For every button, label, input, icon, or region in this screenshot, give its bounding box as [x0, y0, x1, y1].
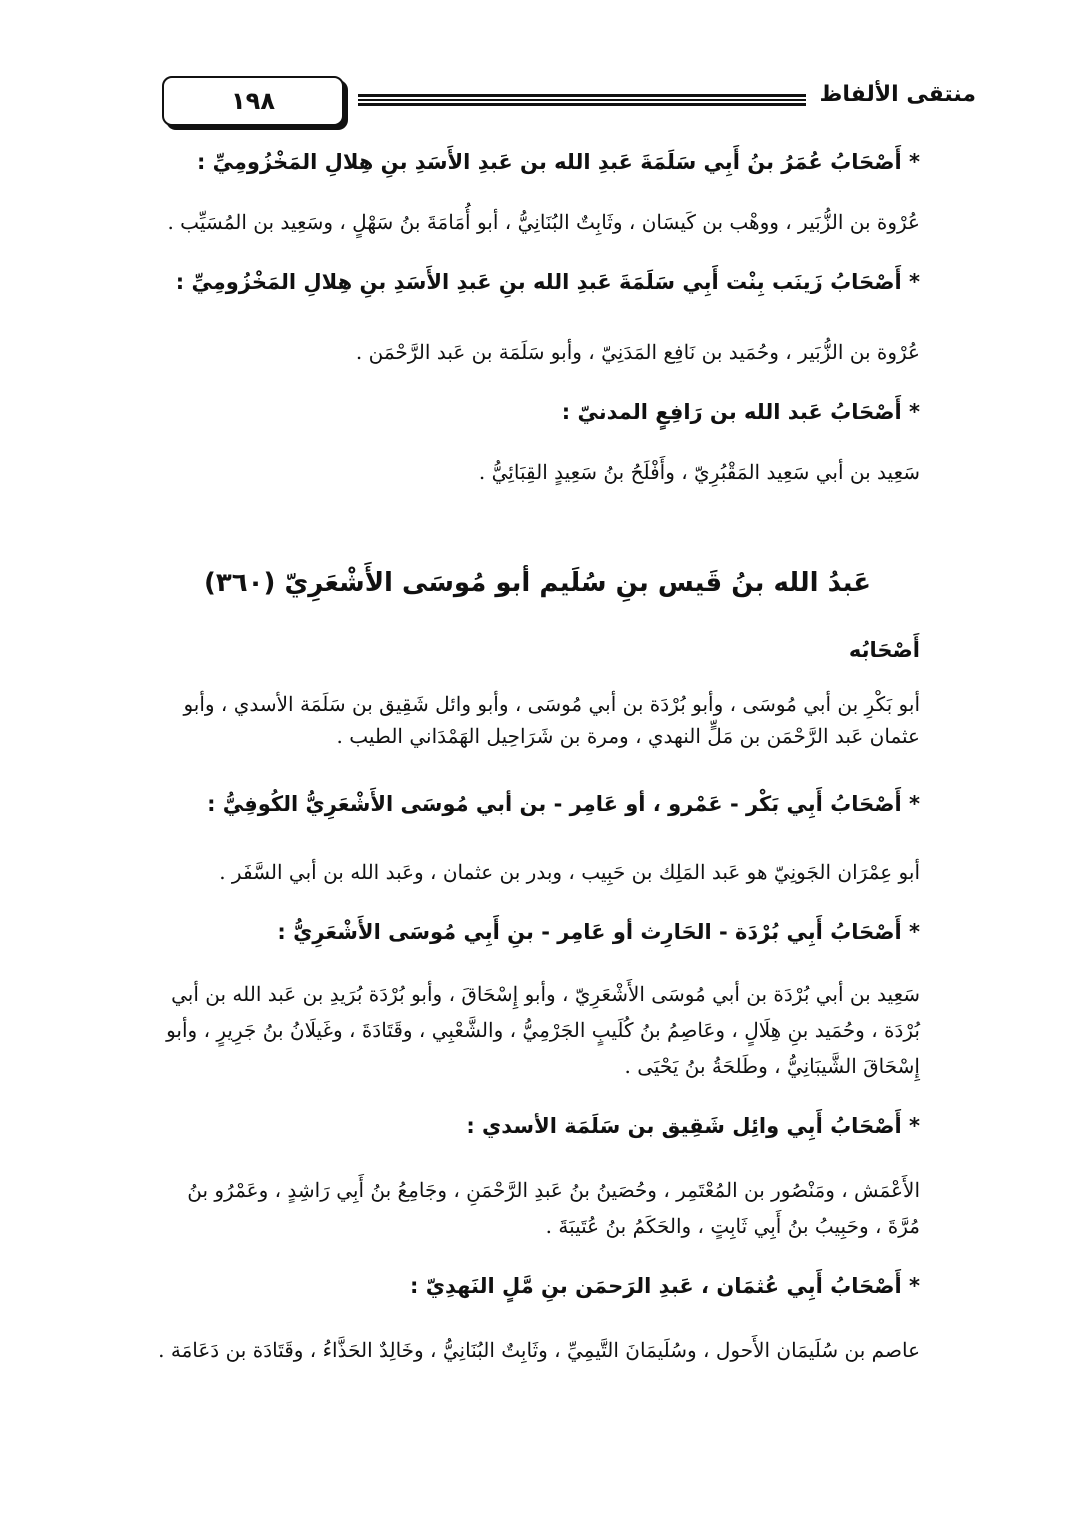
- page-number: ١٩٨: [231, 87, 275, 115]
- text-line: عاصم بن سُلَيمَان الأَحول ، وسُلَيمَانَ التَّيمِيِّ ، وثَابِتٌ البُنَانِيُّ ، وخَالِدٌ الحَذَّاءُ ، وقَتَادَة بن دَعَامَة .: [158, 1338, 920, 1362]
- text-line: مُرَّةَ ، وحَبِيبُ بنُ أَبِي ثَابِتٍ ، والحَكَمُ بنُ عُتَيبَةَ .: [545, 1214, 920, 1238]
- text-line: أبو عِمْرَان الجَونِيّ هو عَبد المَلِك بن حَبِيب ، وبدر بن عثمان ، وعَبد الله بن أبي السَّفَر .: [219, 860, 920, 884]
- text-line: عُرْوة بن الزُّبَير ، وحُمَيد بن نَافِع المَدَنِيّ ، وأبو سَلَمَة بن عَبد الرَّحْمَن .: [355, 340, 920, 364]
- section-heading-abu-bakr: * أَصْحَابُ أَبِي بَكْر - عَمْرو ، أو عَامِر - بن أبي مُوسَى الأَشْعَرِيُّ الكُوفِيُّ :: [207, 792, 920, 816]
- text-line: إِسْحَاقَ الشَّيبَانِيُّ ، وطَلحَةُ بنُ يَحْيَى .: [624, 1054, 920, 1078]
- section-heading-abu-uthman: * أَصْحَابُ أَبِي عُثمَان ، عَبدِ الرَحمَن بنِ مَّلٍ النَهدِيّ :: [410, 1274, 920, 1298]
- text-line: الأَعْمَش ، ومَنْصُور بن المُعْتَمِر ، وحُصَينُ بنُ عَبدِ الرَّحْمَنِ ، وجَامِعُ بنُ أَبِي رَاشِدٍ ، وعَمْرُو بنُ: [187, 1178, 920, 1202]
- chapter-heading: عَبدُ الله بنُ قَيس بنِ سُلَيم أبو مُوسَى الأَشْعَرِيّ (٣٦٠): [204, 568, 871, 598]
- section-heading-abdullah-rafi: * أَصْحَابُ عَبد الله بن رَافِعٍ المدنيّ :: [561, 400, 920, 424]
- subheading-ashabuh: أَصْحَابُه: [848, 638, 920, 662]
- section-heading-abu-burda: * أَصْحَابُ أَبِي بُرْدَة - الحَارِث أو عَامِر - بنِ أَبِي مُوسَى الأَشْعَرِيُّ :: [277, 920, 920, 944]
- text-line: سَعِيد بن أبي بُرْدَة بن أبي مُوسَى الأَشْعَرِيّ ، وأبو إِسْحَاقَ ، وأبو بُرْدَة بُرَيدِ بن عَبد الله بن أبي: [171, 982, 920, 1006]
- text-line: أبو بَكْرِ بن أبي مُوسَى ، وأبو بُرْدَة بن أبي مُوسَى ، وأبو وائل شَقِيق بن سَلَمَة الأسدي ، وأبو: [183, 692, 920, 716]
- header-rule: [358, 94, 806, 106]
- text-line: سَعِيد بن أبي سَعِيد المَقْبُرِيّ ، وأَفْلَحُ بنُ سَعِيدٍ القِبَائِيُّ .: [478, 460, 920, 484]
- text-line: عثمان عَبد الرَّحْمَن بن مَلٍّ النهدي ، ومرة بن شَرَاحِيل الهَمْدَاني الطيب .: [336, 724, 920, 748]
- text-line: عُرْوة بن الزُّبَير ، ووهْب بن كَيسَان ، وثَابِتٌ البُنَانِيُّ ، أبو أُمَامَةَ بنُ سَهْلٍ ، وسَعِيد بن المُسَيِّب .: [167, 210, 920, 234]
- page-header: [100, 76, 976, 126]
- section-heading-zaynab: * أَصْحَابُ زَينَب بِنْت أَبِي سَلَمَةَ عَبدِ الله بنِ عَبدِ الأَسَدِ بنِ هِلالِ المَخْزُومِيِّ :: [175, 270, 920, 294]
- text-line: بُرْدَة ، وحُمَيد بنِ هِلَالٍ ، وعَاصِمُ بنُ كُلَيبٍ الجَرْمِيُّ ، والشَّعْبِي ، وقَتَادَةَ ، وغَيلَانُ بنُ جَرِيرٍ ، وأبو: [166, 1018, 920, 1042]
- page-number-box: [162, 76, 344, 126]
- running-title: منتقى الألفاظ: [819, 82, 976, 107]
- section-heading-umar: * أَصْحَابُ عُمَرُ بنُ أَبِي سَلَمَةَ عَبدِ الله بن عَبدِ الأَسَدِ بنِ هِلالِ المَخْزُومِيِّ :: [196, 150, 920, 174]
- section-heading-abu-wail: * أَصْحَابُ أَبِي وائِل شَقِيق بن سَلَمَة الأسدي :: [466, 1114, 920, 1138]
